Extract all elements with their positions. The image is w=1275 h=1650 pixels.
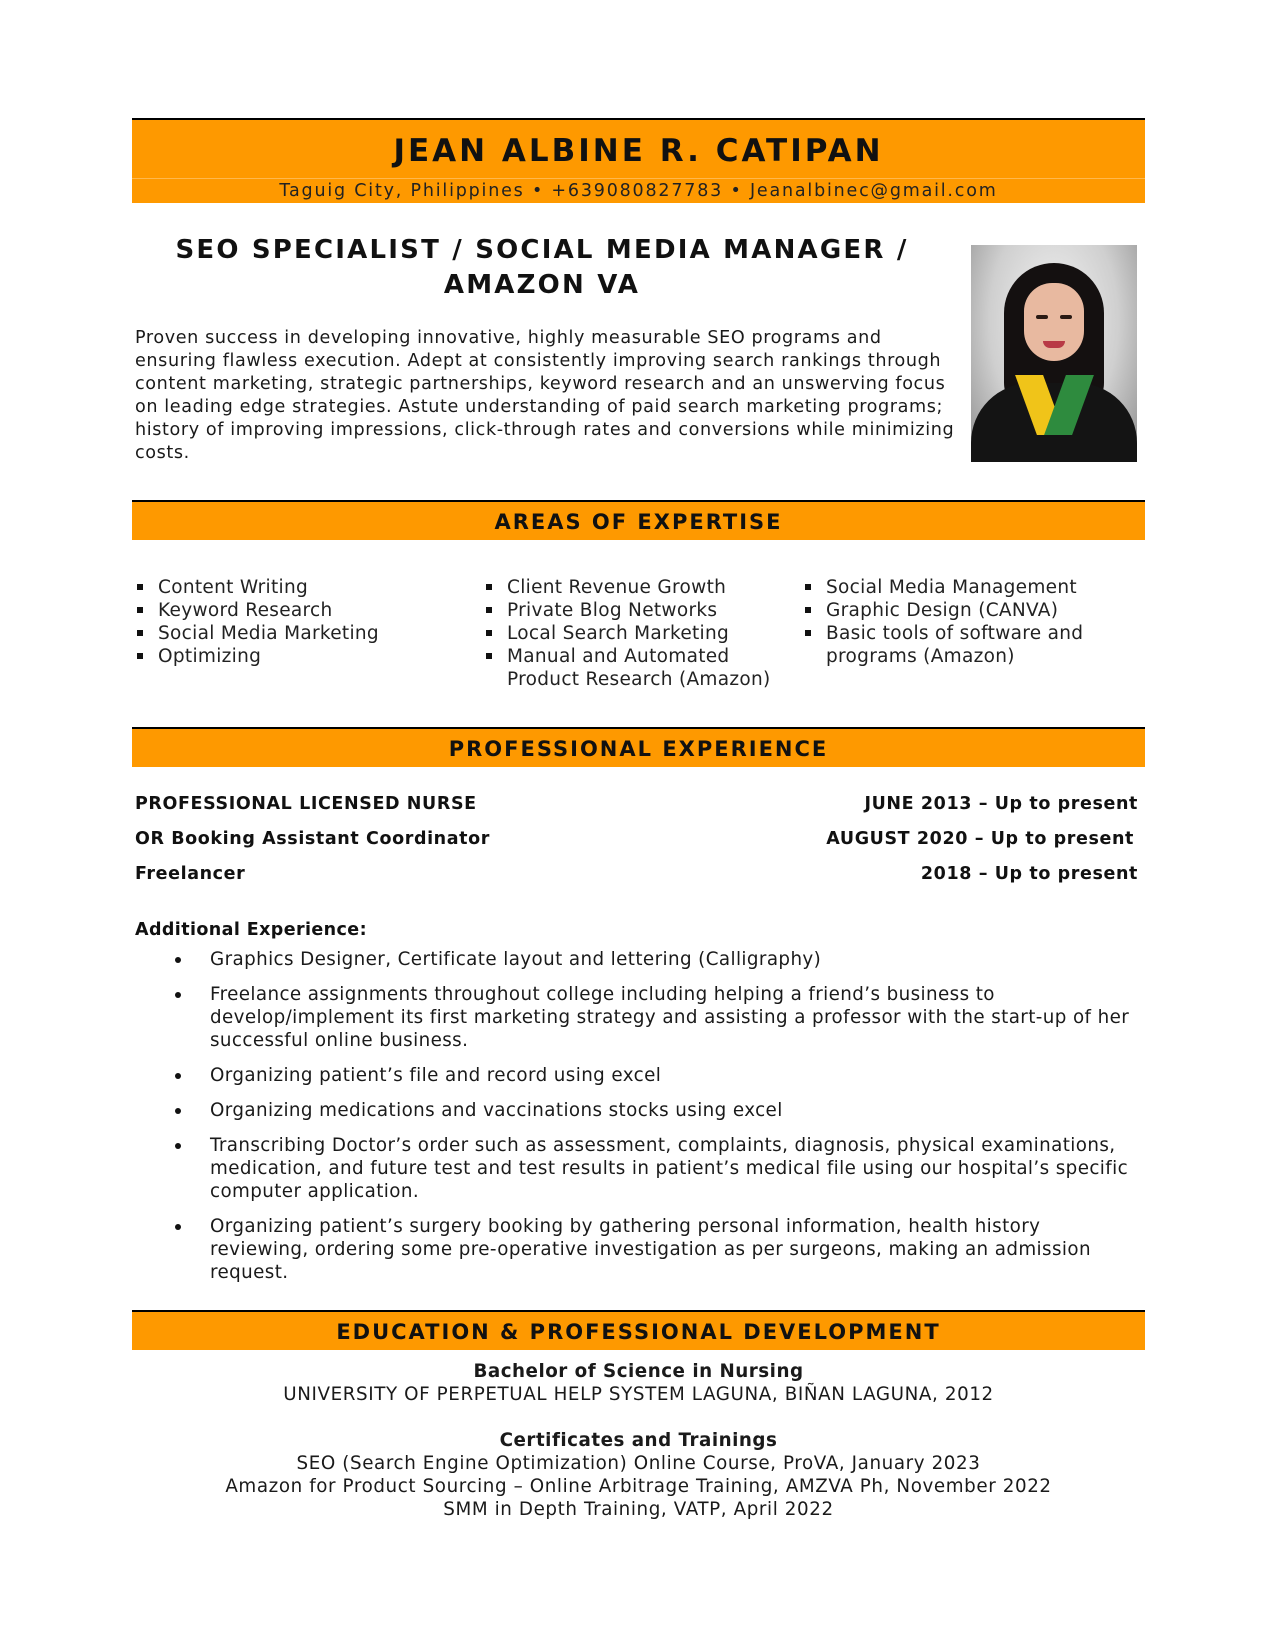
experience-section-header xyxy=(132,727,1145,767)
list-item: Private Blog Networks xyxy=(484,599,784,622)
list-item: Client Revenue Growth xyxy=(484,576,784,599)
education-block xyxy=(132,1360,1145,1521)
job-title-line-2: AMAZON VA xyxy=(443,270,641,300)
expertise-section-header xyxy=(132,500,1145,540)
list-item: Transcribing Doctor’s order such as assessment, complaints, diagnosis, physical examinations, medication, and future test and test results in patient’s medical file using our hospital’s specific computer application. xyxy=(135,1134,1140,1203)
job-role: OR Booking Assistant Coordinator xyxy=(135,829,490,849)
professional-summary: Proven success in developing innovative, highly measurable SEO programs and ensuring flawless execution. Adept at consistently improving search rankings through content marketing, strategic partnerships, keyword research and an unswerving focus on leading edge strategies. Astute understanding of paid search marketing programs; history of improving impressions, click-through rates and conversions while minimizing costs. xyxy=(135,328,955,463)
contact-info: Taguig City, Philippines • +639080827783 • Jeanalbinec@gmail.com xyxy=(132,178,1145,203)
resume-header xyxy=(132,118,1145,203)
degree: Bachelor of Science in Nursing xyxy=(473,1361,804,1382)
expertise-column-2 xyxy=(484,576,784,691)
list-item: Organizing patient’s file and record using excel xyxy=(135,1064,1140,1087)
list-item: Basic tools of software and programs (Amazon) xyxy=(803,622,1123,668)
list-item: Content Writing xyxy=(135,576,475,599)
profile-photo xyxy=(971,245,1137,462)
job-role: Freelancer xyxy=(135,864,246,884)
list-item: Graphics Designer, Certificate layout and lettering (Calligraphy) xyxy=(135,948,1140,971)
certificate-item: SEO (Search Engine Optimization) Online Course, ProVA, January 2023 xyxy=(296,1453,981,1474)
expertise-column-3 xyxy=(803,576,1123,668)
job-dates: JUNE 2013 – Up to present xyxy=(864,794,1138,814)
additional-experience-title: Additional Experience: xyxy=(135,920,367,940)
expertise-heading: AREAS OF EXPERTISE xyxy=(132,500,1145,540)
list-item: Manual and Automated Product Research (Amazon) xyxy=(484,645,784,691)
job-role: PROFESSIONAL LICENSED NURSE xyxy=(135,794,477,814)
list-item: Organizing patient’s surgery booking by gathering personal information, health history reviewing, ordering some pre-operative investigation as per surgeons, making an admission request. xyxy=(135,1215,1140,1284)
job-title xyxy=(132,233,952,303)
certificate-item: SMM in Depth Training, VATP, April 2022 xyxy=(443,1499,834,1520)
list-item: Social Media Management xyxy=(803,576,1123,599)
list-item: Freelance assignments throughout college including helping a friend’s business to develop/implement its first marketing strategy and assisting a professor with the start-up of her successful online business. xyxy=(135,983,1140,1052)
list-item: Social Media Marketing xyxy=(135,622,475,645)
list-item: Graphic Design (CANVA) xyxy=(803,599,1123,622)
list-item: Keyword Research xyxy=(135,599,475,622)
additional-experience-list xyxy=(135,948,1140,1296)
certificates-title: Certificates and Trainings xyxy=(499,1430,778,1451)
education-heading: EDUCATION & PROFESSIONAL DEVELOPMENT xyxy=(132,1310,1145,1350)
list-item: Organizing medications and vaccinations stocks using excel xyxy=(135,1099,1140,1122)
expertise-column-1 xyxy=(135,576,475,668)
job-title-line-1: SEO SPECIALIST / SOCIAL MEDIA MANAGER / xyxy=(175,235,909,265)
job-dates: AUGUST 2020 – Up to present xyxy=(826,829,1134,849)
experience-heading: PROFESSIONAL EXPERIENCE xyxy=(132,727,1145,767)
candidate-name: JEAN ALBINE R. CATIPAN xyxy=(132,118,1145,178)
certificate-item: Amazon for Product Sourcing – Online Arbitrage Training, AMZVA Ph, November 2022 xyxy=(225,1476,1052,1497)
job-dates: 2018 – Up to present xyxy=(920,864,1138,884)
school: UNIVERSITY OF PERPETUAL HELP SYSTEM LAGUNA, BIÑAN LAGUNA, 2012 xyxy=(283,1384,994,1405)
list-item: Local Search Marketing xyxy=(484,622,784,645)
list-item: Optimizing xyxy=(135,645,475,668)
education-section-header xyxy=(132,1310,1145,1350)
